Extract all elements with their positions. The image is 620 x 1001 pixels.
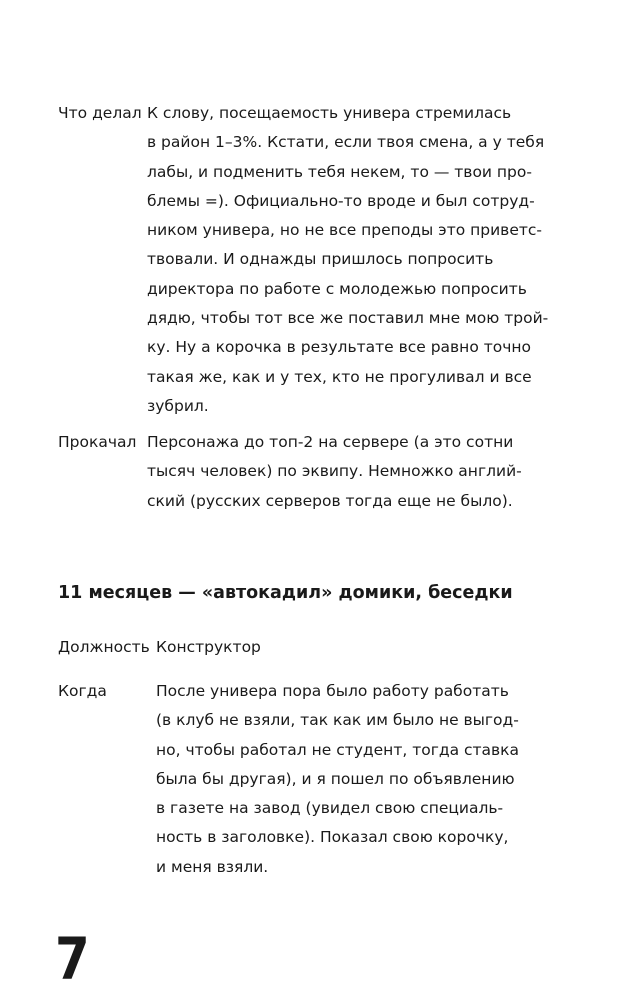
page-number: 7 (55, 925, 90, 993)
text-line: тысяч человек) по эквипу. Немножко англий- (147, 462, 522, 481)
text-line: в район 1–3%. Кстати, если твоя смена, а у тебя (147, 133, 545, 152)
row-label-what-did: Что делал (58, 104, 142, 122)
text-line: но, чтобы работал не студент, тогда ставка (156, 740, 520, 759)
text-line: ку. Ну а корочка в результате все равно точно (147, 338, 532, 357)
row-text-leveled-up (147, 428, 522, 516)
section-heading: 11 месяцев — «автокадил» домики, беседки (58, 583, 513, 603)
row-label-leveled-up: Прокачал (58, 433, 137, 451)
text-line: Персонажа до топ-2 на сервере (а это сотни (147, 433, 514, 451)
text-line: такая же, как и у тех, кто не прогуливал и все (147, 367, 532, 386)
text-line: (в клуб не взяли, так как им было не выгод- (156, 711, 519, 730)
text-line: и меня взяли. (156, 857, 269, 876)
text-line: ником универа, но не все преподы это приветс- (147, 221, 542, 240)
text-line: После универа пора было работу работать (156, 682, 509, 700)
text-line: директора по работе с молодежью попросить (147, 279, 527, 298)
row-text-position (156, 633, 261, 662)
text-line: твовали. И однажды пришлось попросить (147, 250, 494, 269)
row-label-when: Когда (58, 682, 107, 700)
text-line: К слову, посещаемость универа стремилась (147, 104, 512, 122)
text-line: ский (русских серверов тогда еще не было). (147, 491, 513, 510)
text-line: ность в заголовке). Показал свою корочку, (156, 828, 509, 847)
text-line: была бы другая), и я пошел по объявлению (156, 769, 515, 788)
text-line: зубрил. (147, 396, 209, 415)
text-line: Конструктор (156, 638, 261, 656)
text-line: блемы =). Официально-то вроде и был сотруд- (147, 191, 535, 210)
text-line: в газете на завод (увидел свою специаль- (156, 799, 504, 818)
row-text-when (156, 677, 519, 882)
text-line: лабы, и подменить тебя некем, то — твои про- (147, 162, 532, 181)
row-label-position: Должность (58, 638, 150, 656)
text-line: дядю, чтобы тот все же поставил мне мою трой- (147, 309, 549, 328)
row-text-what-did (147, 99, 548, 421)
